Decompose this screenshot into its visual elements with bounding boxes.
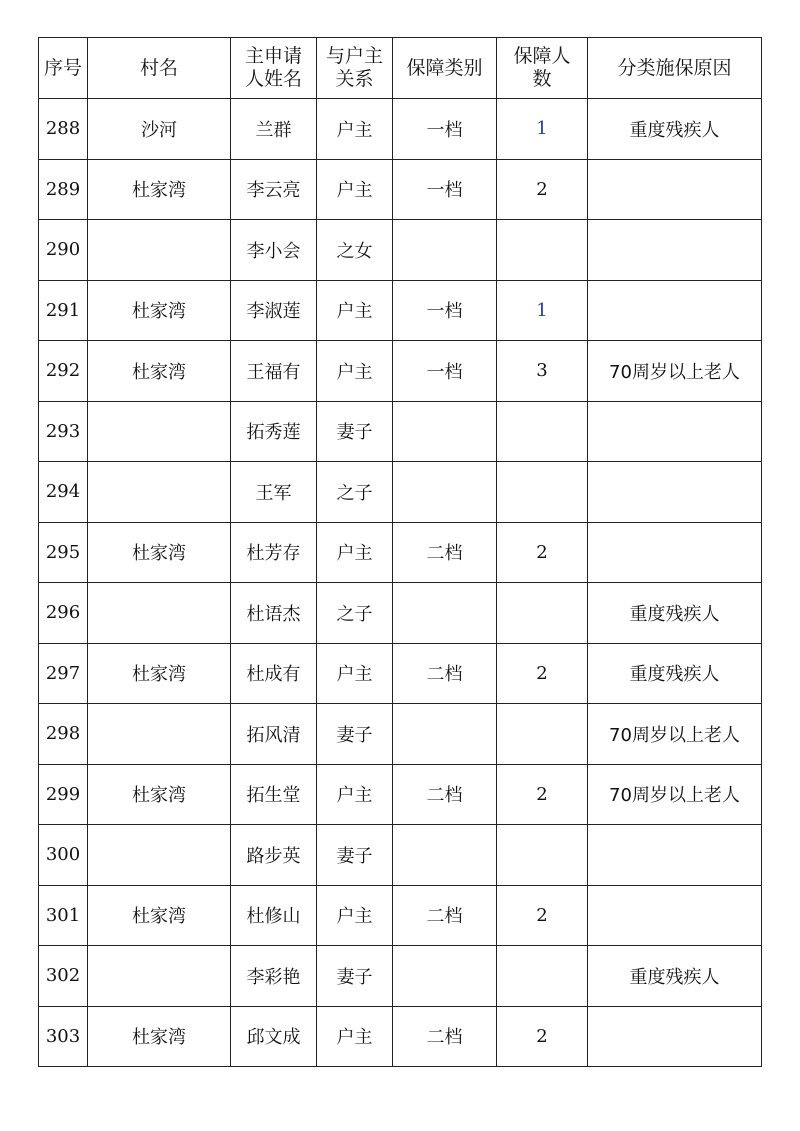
cell-category: 二档	[393, 643, 497, 704]
cell-reason: 重度残疾人	[588, 99, 762, 160]
header-relation-line2: 关系	[335, 68, 374, 90]
cell-seq: 300	[39, 825, 88, 886]
cell-category	[393, 462, 497, 523]
header-row	[39, 38, 762, 99]
header-seq: 序号	[39, 38, 88, 99]
table-row	[39, 643, 762, 704]
header-relation	[317, 38, 393, 99]
cell-category: 二档	[393, 522, 497, 583]
cell-count: 2	[497, 1006, 588, 1067]
cell-category	[393, 401, 497, 462]
cell-relation: 户主	[317, 1006, 393, 1067]
cell-name: 拓生堂	[231, 764, 317, 825]
cell-relation: 户主	[317, 341, 393, 402]
cell-seq: 299	[39, 764, 88, 825]
table-row	[39, 159, 762, 220]
table-row	[39, 946, 762, 1007]
cell-seq: 302	[39, 946, 88, 1007]
cell-relation: 户主	[317, 159, 393, 220]
header-village: 村名	[88, 38, 231, 99]
cell-village	[88, 401, 231, 462]
cell-village: 杜家湾	[88, 280, 231, 341]
header-applicant	[231, 38, 317, 99]
table-row	[39, 522, 762, 583]
table-row	[39, 764, 762, 825]
cell-count: 3	[497, 341, 588, 402]
cell-reason: 重度残疾人	[588, 583, 762, 644]
header-relation-line1: 与户主	[325, 45, 383, 67]
cell-name: 邱文成	[231, 1006, 317, 1067]
cell-count	[497, 946, 588, 1007]
cell-relation: 户主	[317, 280, 393, 341]
assistance-table	[38, 37, 762, 1067]
table-row	[39, 462, 762, 523]
cell-relation: 户主	[317, 99, 393, 160]
cell-category: 二档	[393, 885, 497, 946]
cell-name: 杜成有	[231, 643, 317, 704]
cell-seq: 296	[39, 583, 88, 644]
cell-relation: 户主	[317, 764, 393, 825]
cell-name: 拓风清	[231, 704, 317, 765]
cell-reason	[588, 522, 762, 583]
cell-seq: 292	[39, 341, 88, 402]
table-row	[39, 704, 762, 765]
cell-count	[497, 825, 588, 886]
header-applicant-line2: 人姓名	[244, 68, 302, 90]
cell-name: 杜语杰	[231, 583, 317, 644]
header-count	[497, 38, 588, 99]
cell-relation: 之子	[317, 583, 393, 644]
cell-village: 杜家湾	[88, 1006, 231, 1067]
cell-reason: 重度残疾人	[588, 946, 762, 1007]
table-row	[39, 583, 762, 644]
cell-seq: 301	[39, 885, 88, 946]
cell-village	[88, 583, 231, 644]
cell-relation: 之女	[317, 220, 393, 281]
cell-count: 2	[497, 159, 588, 220]
cell-village	[88, 462, 231, 523]
cell-reason	[588, 159, 762, 220]
cell-village	[88, 825, 231, 886]
cell-count	[497, 462, 588, 523]
cell-reason: 70周岁以上老人	[588, 764, 762, 825]
cell-category: 二档	[393, 764, 497, 825]
cell-relation: 妻子	[317, 825, 393, 886]
cell-name: 李小会	[231, 220, 317, 281]
cell-village: 杜家湾	[88, 159, 231, 220]
cell-name: 李彩艳	[231, 946, 317, 1007]
cell-reason	[588, 885, 762, 946]
cell-name: 拓秀莲	[231, 401, 317, 462]
cell-seq: 290	[39, 220, 88, 281]
cell-name: 杜修山	[231, 885, 317, 946]
table-row	[39, 280, 762, 341]
cell-village	[88, 946, 231, 1007]
cell-village: 杜家湾	[88, 341, 231, 402]
cell-count	[497, 220, 588, 281]
cell-reason: 重度残疾人	[588, 643, 762, 704]
cell-category: 一档	[393, 280, 497, 341]
cell-category: 二档	[393, 1006, 497, 1067]
cell-name: 兰群	[231, 99, 317, 160]
cell-count: 1	[497, 280, 588, 341]
cell-count: 2	[497, 522, 588, 583]
header-reason: 分类施保原因	[588, 38, 762, 99]
cell-count: 2	[497, 885, 588, 946]
table-row	[39, 401, 762, 462]
cell-category	[393, 825, 497, 886]
cell-seq: 295	[39, 522, 88, 583]
cell-reason	[588, 280, 762, 341]
cell-category: 一档	[393, 341, 497, 402]
cell-name: 杜芳存	[231, 522, 317, 583]
cell-village: 沙河	[88, 99, 231, 160]
cell-relation: 妻子	[317, 704, 393, 765]
header-count-line1: 保障人	[513, 45, 571, 67]
cell-category: 一档	[393, 99, 497, 160]
cell-relation: 妻子	[317, 401, 393, 462]
cell-reason	[588, 825, 762, 886]
table-row	[39, 825, 762, 886]
cell-count: 2	[497, 643, 588, 704]
cell-seq: 293	[39, 401, 88, 462]
cell-village: 杜家湾	[88, 643, 231, 704]
cell-reason	[588, 462, 762, 523]
cell-name: 王军	[231, 462, 317, 523]
cell-category	[393, 220, 497, 281]
cell-relation: 户主	[317, 522, 393, 583]
cell-category: 一档	[393, 159, 497, 220]
cell-seq: 291	[39, 280, 88, 341]
cell-reason	[588, 401, 762, 462]
cell-reason: 70周岁以上老人	[588, 341, 762, 402]
table-row	[39, 220, 762, 281]
cell-village: 杜家湾	[88, 764, 231, 825]
cell-seq: 294	[39, 462, 88, 523]
cell-seq: 289	[39, 159, 88, 220]
cell-seq: 297	[39, 643, 88, 704]
cell-village	[88, 704, 231, 765]
cell-relation: 妻子	[317, 946, 393, 1007]
cell-category	[393, 583, 497, 644]
header-category: 保障类别	[393, 38, 497, 99]
table-row	[39, 885, 762, 946]
cell-name: 王福有	[231, 341, 317, 402]
cell-village: 杜家湾	[88, 522, 231, 583]
cell-seq: 288	[39, 99, 88, 160]
cell-name: 李淑莲	[231, 280, 317, 341]
cell-name: 路步英	[231, 825, 317, 886]
table-row	[39, 1006, 762, 1067]
cell-reason	[588, 1006, 762, 1067]
cell-count	[497, 401, 588, 462]
cell-seq: 303	[39, 1006, 88, 1067]
cell-relation: 户主	[317, 885, 393, 946]
cell-category	[393, 704, 497, 765]
cell-seq: 298	[39, 704, 88, 765]
table-row	[39, 341, 762, 402]
cell-village	[88, 220, 231, 281]
cell-reason: 70周岁以上老人	[588, 704, 762, 765]
cell-name: 李云亮	[231, 159, 317, 220]
cell-count	[497, 704, 588, 765]
cell-reason	[588, 220, 762, 281]
cell-count	[497, 583, 588, 644]
cell-relation: 户主	[317, 643, 393, 704]
table-body	[39, 99, 762, 1067]
cell-count: 1	[497, 99, 588, 160]
table-row	[39, 99, 762, 160]
header-applicant-line1: 主申请	[244, 45, 302, 67]
cell-relation: 之子	[317, 462, 393, 523]
header-count-line2: 数	[532, 68, 552, 90]
cell-village: 杜家湾	[88, 885, 231, 946]
cell-count: 2	[497, 764, 588, 825]
table-header	[39, 38, 762, 99]
cell-category	[393, 946, 497, 1007]
